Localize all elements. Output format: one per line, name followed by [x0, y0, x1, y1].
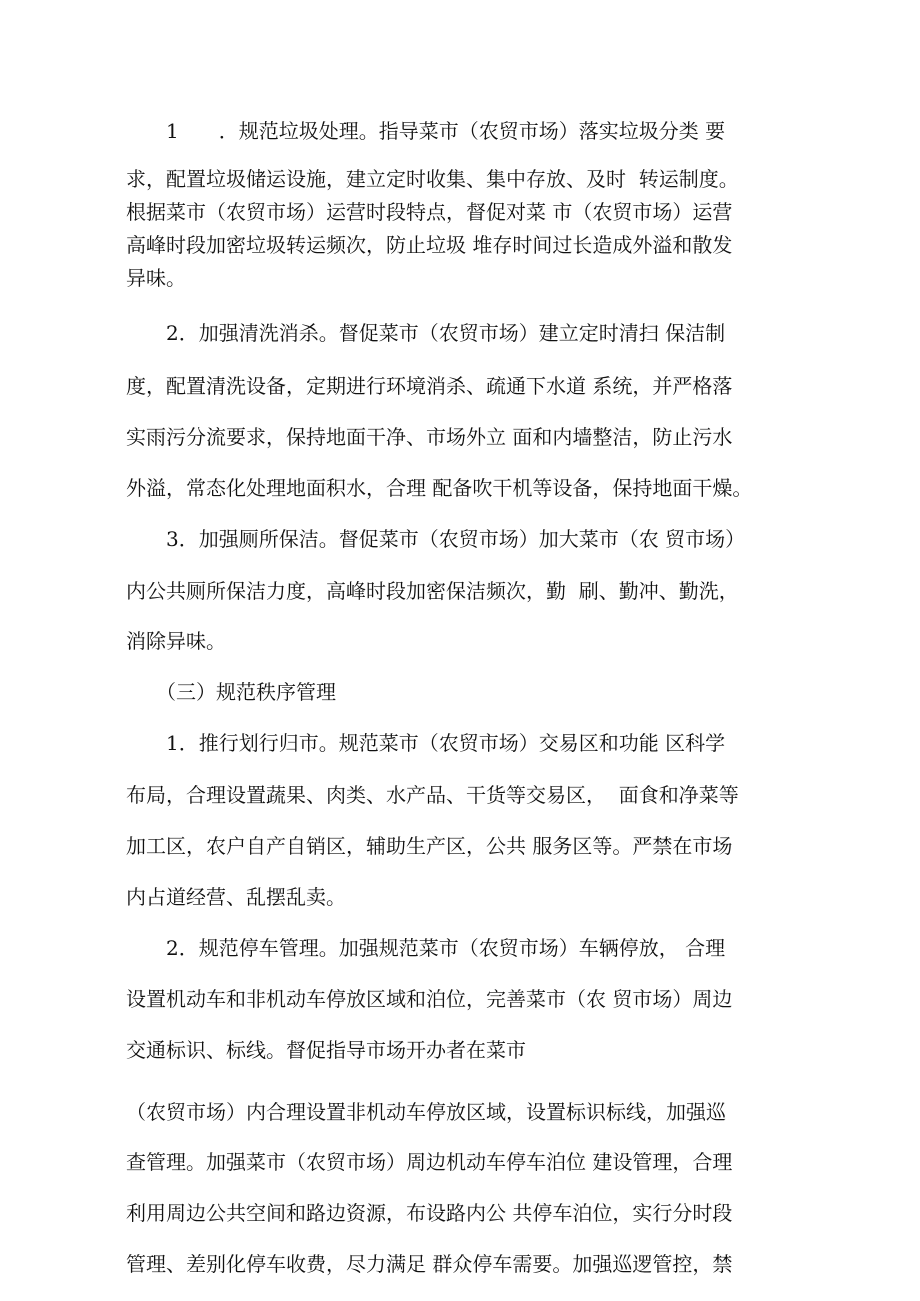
text-line: 根据菜市（农贸市场）运营时段特点，督促对菜 市（农贸市场）运营	[126, 200, 733, 224]
text-line: 消除异味。	[126, 629, 226, 653]
section-heading: （三）规范秩序管理	[126, 680, 336, 704]
text-line: 1．推行划行归市。规范菜市（农贸市场）交易区和功能 区科学	[126, 731, 726, 755]
text-line: 实雨污分流要求，保持地面干净、市场外立 面和内墙整洁，防止污水	[126, 425, 733, 449]
text-line: 3．加强厕所保洁。督促菜市（农贸市场）加大菜市（农 贸市场）	[126, 527, 746, 551]
text-line: 设置机动车和非机动车停放区域和泊位，完善菜市（农 贸市场）周边	[126, 987, 733, 1011]
text-line: 查管理。加强菜市（农贸市场）周边机动车停车泊位 建设管理，合理	[126, 1150, 733, 1174]
text-line: （农贸市场）内合理设置非机动车停放区域，设置标识标线，加强巡	[126, 1100, 726, 1124]
text-line: 交通标识、标线。督促指导市场开办者在菜市	[126, 1038, 526, 1062]
text-line: 2．规范停车管理。加强规范菜市（农贸市场）车辆停放， 合理	[126, 936, 726, 960]
text-line: 1 ．规范垃圾处理。指导菜市（农贸市场）落实垃圾分类 要	[126, 119, 726, 143]
text-line: 利用周边公共空间和路边资源，布设路内公 共停车泊位，实行分时段	[126, 1201, 733, 1225]
text-line: 内公共厕所保洁力度，高峰时段加密保洁频次，勤 刷、勤冲、勤洗，	[126, 579, 739, 603]
text-line: 2．加强清洗消杀。督促菜市（农贸市场）建立定时清扫 保洁制	[126, 321, 726, 345]
text-line: 度，配置清洗设备，定期进行环境消杀、疏通下水道 系统，并严格落	[126, 374, 733, 398]
text-line: 内占道经营、乱摆乱卖。	[126, 885, 346, 909]
text-line: 求，配置垃圾储运设施，建立定时收集、集中存放、及时 转运制度。	[126, 167, 739, 191]
text-line: 外溢，常态化处理地面积水，合理 配备吹干机等设备，保持地面干燥。	[126, 476, 753, 500]
text-line: 管理、差别化停车收费，尽力满足 群众停车需要。加强巡逻管控，禁	[126, 1252, 733, 1276]
text-line: 加工区，农户自产自销区，辅助生产区，公共 服务区等。严禁在市场	[126, 834, 733, 858]
text-line: 高峰时段加密垃圾转运频次，防止垃圾 堆存时间过长造成外溢和散发	[126, 233, 733, 257]
text-line: 异味。	[126, 266, 186, 290]
text-line: 布局，合理设置蔬果、肉类、水产品、干货等交易区， 面食和净菜等	[126, 783, 739, 807]
